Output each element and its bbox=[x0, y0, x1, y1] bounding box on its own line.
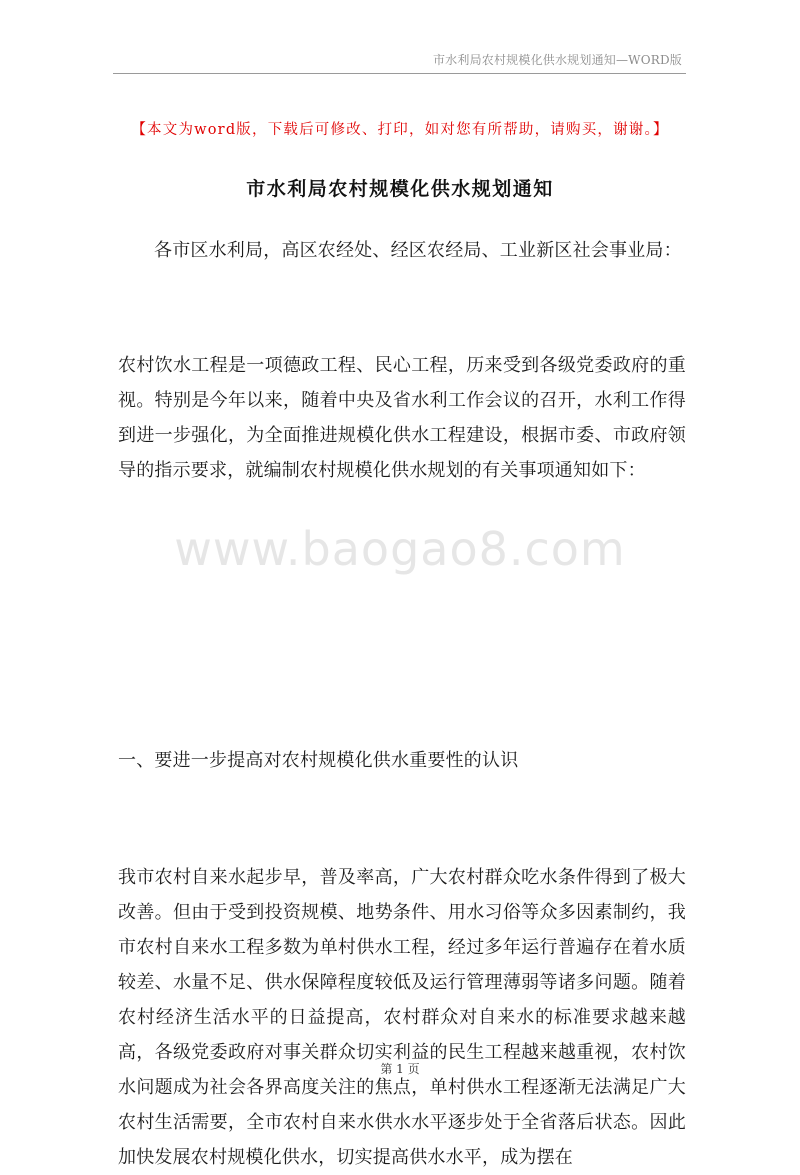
watermark: www.baogao8.com bbox=[174, 522, 626, 576]
paragraph-body: 我市农村自来水起步早，普及率高，广大农村群众吃水条件得到了极大改善。但由于受到投资规模、地势条件、用水习俗等众多因素制约，我市农村自来水工程多数为单村供水工程，经过多年运行普遍存在着水质较差、水量不足、供水保障程度较低及运行管理薄弱等诸多问题。随着农村经济生活水平的日益提高，农村群众对自来水的标准要求越来越高，各级党委政府对事关群众切实利益的民生工程越来越重视，农村饮水问题成为社会各界高度关注的焦点，单村供水工程逐渐无法满足广大农村生活需要，全市农村自来水供水水平逐步处于全省落后状态。因此加快发展农村规模化供水，切实提高供水水平，成为摆在 bbox=[118, 867, 686, 1168]
running-header: 市水利局农村规模化供水规划通知—WORD版 bbox=[432, 53, 682, 67]
section-heading-1: 一、要进一步提高对农村规模化供水重要性的认识 bbox=[118, 750, 519, 771]
document-title: 市水利局农村规模化供水规划通知 bbox=[246, 178, 554, 200]
purchase-notice: 【本文为word版，下载后可修改、打印，如对您有所帮助，请购买，谢谢。】 bbox=[131, 122, 669, 138]
salutation: 各市区水利局，高区农经处、经区农经局、工业新区社会事业局： bbox=[154, 240, 682, 261]
page-number: 第 1 页 bbox=[380, 1062, 420, 1076]
paragraph-intro: 农村饮水工程是一项德政工程、民心工程，历来受到各级党委政府的重视。特别是今年以来，随着中央及省水利工作会议的召开，水利工作得到进一步强化，为全面推进规模化供水工程建设，根据市委、市政府领导的指示要求，就编制农村规模化供水规划的有关事项通知如下： bbox=[118, 355, 686, 481]
header-rule bbox=[113, 73, 686, 74]
